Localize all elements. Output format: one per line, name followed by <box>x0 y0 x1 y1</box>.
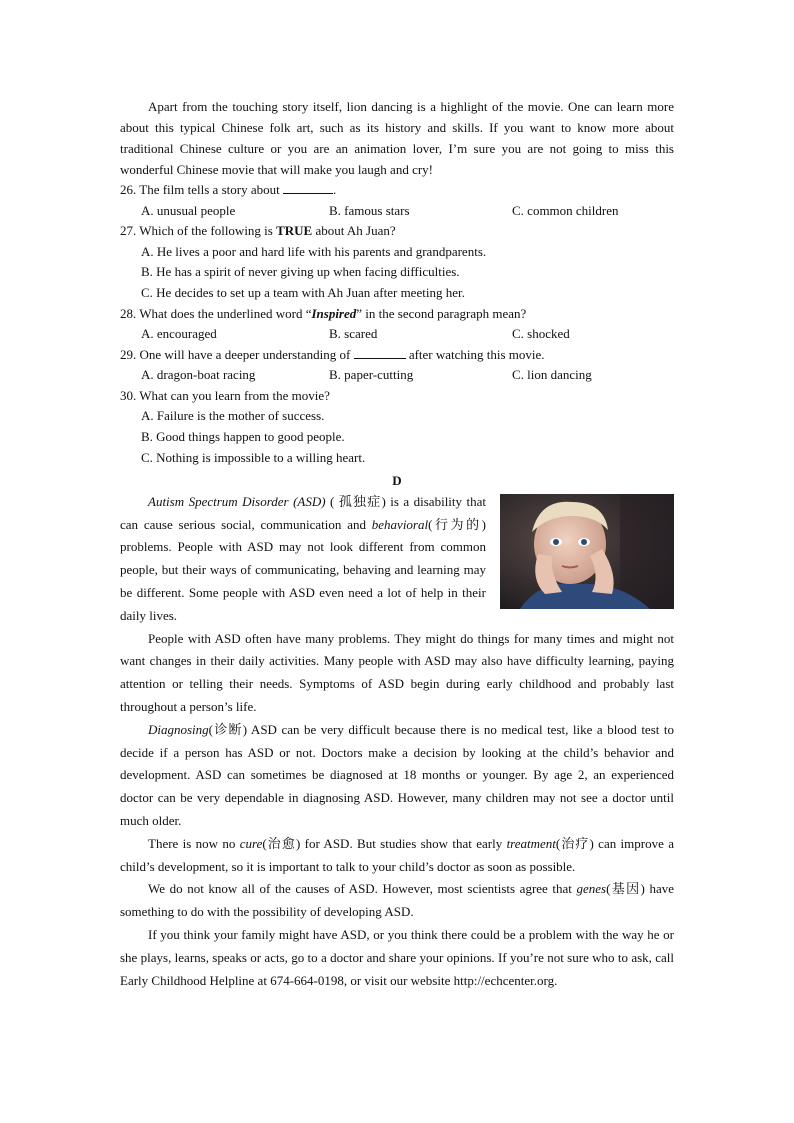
question-29: 29. One will have a deeper understanding of after watching this movie. A. dragon-boat racing B. paper-cutting C. lion dancing <box>120 345 674 386</box>
paragraph-1: Autism Spectrum Disorder (ASD) ( 孤独症) is a disability that can cause serious social, communication and behavioral(行为的) problems. People with ASD may not look different from common people, but their ways of communicating, behaving and learning may be different. Some people with ASD even need a lot of help in their daily lives. <box>120 493 486 623</box>
option-a: A. Failure is the mother of success. <box>141 408 325 424</box>
option-c: C. Nothing is impossible to a willing heart. <box>141 449 366 465</box>
option-a: A. encouraged <box>141 326 217 342</box>
option-a: A. dragon-boat racing <box>141 367 256 383</box>
paragraph-4: There is now no cure(治愈) for ASD. But studies show that early treatment(治疗) can improve a child’s development, so it is important to talk to your child’s doctor as soon as possible. <box>120 835 674 874</box>
question-29-text: 29. One will have a deeper understanding of <box>120 346 354 362</box>
paragraph-5: We do not know all of the causes of ASD. However, most scientists agree that genes(基因) have something to do with the possibility of developing ASD. <box>120 881 674 920</box>
option-a: A. unusual people <box>141 202 236 218</box>
option-b: B. paper-cutting <box>329 367 414 383</box>
paragraph-2: People with ASD often have many problems. They might do things for many times and might not want changes in their daily activities. Many people with ASD may also have difficulty learning, paying attention or telling their needs. Symptoms of ASD begin during early childhood and probably last throughout a person’s life. <box>120 630 674 714</box>
option-b: B. scared <box>329 326 378 342</box>
answer-blank <box>283 181 333 194</box>
child-photo <box>500 494 674 609</box>
question-27-text: 27. Which of the following is <box>120 223 277 238</box>
question-30-text: 30. What can you learn from the movie? <box>120 387 330 403</box>
intro-paragraph: Apart from the touching story itself, lion dancing is a highlight of the movie. One can learn more about this typical Chinese folk art, such as its history and skills. If you want to know more about traditional Chinese culture or you are an animation lover, I’m sure you are not going to miss this wonderful Chinese movie that will make you laugh and cry! <box>120 99 674 177</box>
term-asd: Autism Spectrum Disorder (ASD) <box>148 493 326 509</box>
question-27: 27. Which of the following is TRUE about Ah Juan? A. He lives a poor and hard life with his parents and grandparents. B. He has a spirit of never giving up when facing difficulties. C. He decides to set up a team with Ah Juan after meeting her. <box>120 221 674 304</box>
page <box>120 96 674 992</box>
question-28: 28. What does the underlined word “Inspired” in the second paragraph mean? A. encouraged B. scared C. shocked <box>120 304 674 345</box>
option-c: C. He decides to set up a team with Ah Juan after meeting her. <box>141 285 465 301</box>
option-b: B. He has a spirit of never giving up when facing difficulties. <box>141 264 460 280</box>
paragraph-3: Diagnosing(诊断) ASD can be very difficult because there is no medical test, like a blood test to decide if a person has ASD or not. Doctors make a decision by looking at the child’s behavior and development. ASD can sometimes be diagnosed at 18 months or younger. By age 2, an experienced doctor can be very dependable in diagnosing ASD. However, many children may not see a doctor until much older. <box>120 721 674 828</box>
option-c: C. lion dancing <box>512 367 592 383</box>
question-26-text: 26. The film tells a story about <box>120 182 283 197</box>
option-b: B. Good things happen to good people. <box>141 429 345 445</box>
option-b: B. famous stars <box>329 202 410 218</box>
option-a: A. He lives a poor and hard life with his parents and grandparents. <box>141 243 487 259</box>
question-28-text: 28. What does the underlined word “ <box>120 305 312 321</box>
section-d-heading: D <box>392 472 402 488</box>
question-26: 26. The film tells a story about . A. unusual people B. famous stars C. common children <box>120 180 674 221</box>
question-30 <box>120 386 674 469</box>
emphasis-true: TRUE <box>276 223 313 238</box>
option-c: C. common children <box>512 202 619 218</box>
answer-blank <box>354 346 406 359</box>
paragraph-6: If you think your family might have ASD, or you think there could be a problem with the way he or she plays, learns, speaks or acts, go to a doctor and share your opinions. If you’re not sure who to ask, call Early Childhood Helpline at 674-664-0198, or visit our website http://echcenter.org. <box>120 926 674 988</box>
option-c: C. shocked <box>512 326 570 342</box>
section-d <box>120 491 674 993</box>
underlined-word: Inspired <box>311 305 357 321</box>
